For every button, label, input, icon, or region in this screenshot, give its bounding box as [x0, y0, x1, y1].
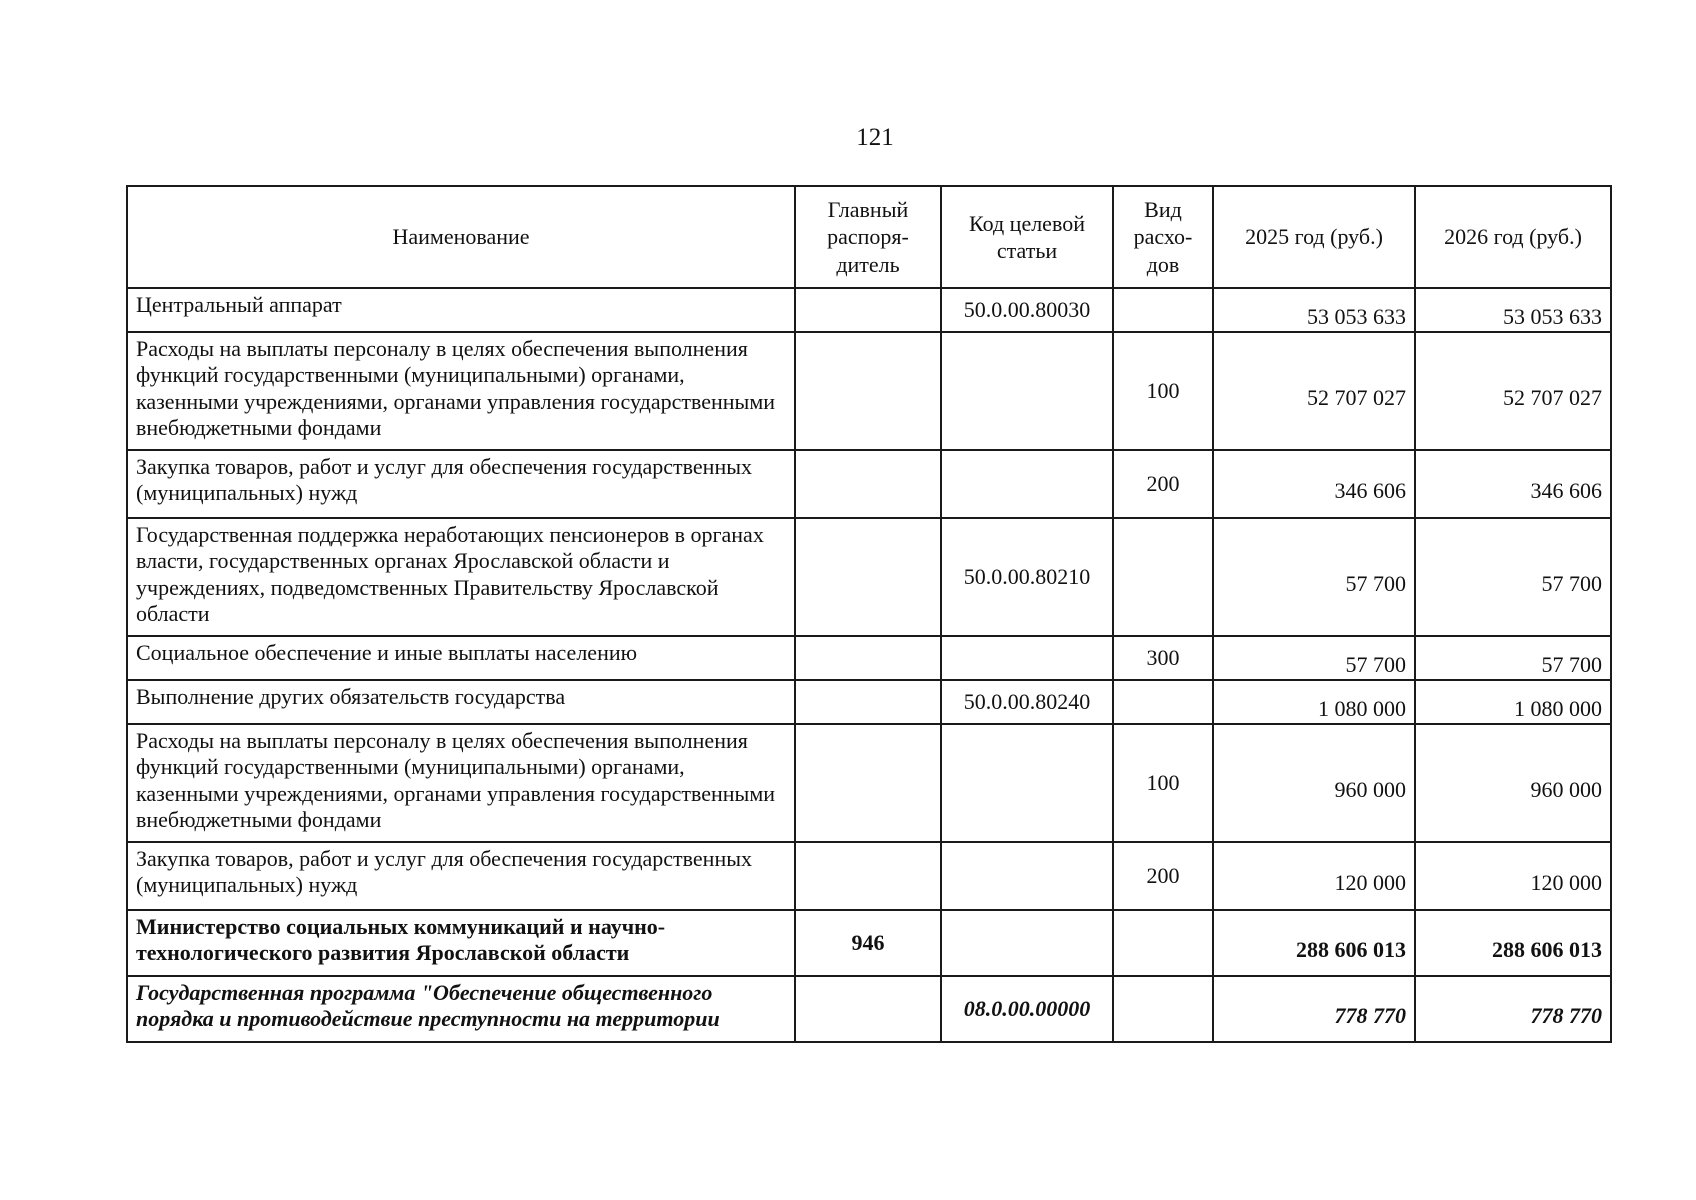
cell-name: Социальное обеспечение и иные выплаты населению [127, 636, 795, 680]
header-2025: 2025 год (руб.) [1213, 186, 1415, 288]
cell-2026: 120 000 [1415, 842, 1611, 910]
cell-code [941, 450, 1113, 518]
cell-manager [795, 976, 941, 1042]
cell-2025: 778 770 [1213, 976, 1415, 1042]
table-header-row [127, 186, 1611, 288]
cell-name: Центральный аппарат [127, 288, 795, 332]
table-row [127, 332, 1611, 450]
header-2026: 2026 год (руб.) [1415, 186, 1611, 288]
cell-name: Расходы на выплаты персоналу в целях обеспечения выполнения функций государственными (муниципальными) органами, казенными учреждениями, органами управления государственными внебюджетными фондами [127, 724, 795, 842]
cell-type: 200 [1113, 842, 1213, 910]
cell-type: 100 [1113, 724, 1213, 842]
cell-type [1113, 680, 1213, 724]
cell-2025: 57 700 [1213, 518, 1415, 636]
cell-2026: 778 770 [1415, 976, 1611, 1042]
cell-manager [795, 332, 941, 450]
cell-type [1113, 910, 1213, 976]
cell-name: Государственная поддержка неработающих пенсионеров в органах власти, государственных органах Ярославской области и учреждениях, подведомственных Правительству Ярославской области [127, 518, 795, 636]
table-row [127, 288, 1611, 332]
cell-type: 300 [1113, 636, 1213, 680]
cell-2026: 1 080 000 [1415, 680, 1611, 724]
cell-manager [795, 518, 941, 636]
cell-2026: 57 700 [1415, 636, 1611, 680]
header-name: Наименование [127, 186, 795, 288]
cell-type [1113, 288, 1213, 332]
cell-manager [795, 724, 941, 842]
cell-2026: 346 606 [1415, 450, 1611, 518]
cell-code [941, 636, 1113, 680]
header-code: Код целевой статьи [941, 186, 1113, 288]
cell-manager [795, 842, 941, 910]
cell-manager [795, 450, 941, 518]
cell-code: 50.0.00.80030 [941, 288, 1113, 332]
cell-2025: 52 707 027 [1213, 332, 1415, 450]
table-body [127, 288, 1611, 1042]
cell-type: 200 [1113, 450, 1213, 518]
page-number: 121 [856, 124, 894, 151]
cell-name: Закупка товаров, работ и услуг для обеспечения государственных (муниципальных) нужд [127, 450, 795, 518]
table-row [127, 680, 1611, 724]
cell-type [1113, 518, 1213, 636]
cell-manager: 946 [795, 910, 941, 976]
cell-type: 100 [1113, 332, 1213, 450]
cell-code: 50.0.00.80210 [941, 518, 1113, 636]
cell-manager [795, 288, 941, 332]
header-manager: Главный распоря-дитель [795, 186, 941, 288]
table-row [127, 724, 1611, 842]
cell-2026: 53 053 633 [1415, 288, 1611, 332]
cell-name: Министерство социальных коммуникаций и научно-технологического развития Ярославской области [127, 910, 795, 976]
cell-code [941, 724, 1113, 842]
cell-2025: 120 000 [1213, 842, 1415, 910]
cell-2026: 960 000 [1415, 724, 1611, 842]
cell-2025: 960 000 [1213, 724, 1415, 842]
budget-table [126, 185, 1612, 1043]
cell-code [941, 910, 1113, 976]
header-type: Вид расхо-дов [1113, 186, 1213, 288]
cell-manager [795, 636, 941, 680]
cell-name: Расходы на выплаты персоналу в целях обеспечения выполнения функций государственными (муниципальными) органами, казенными учреждениями, органами управления государственными внебюджетными фондами [127, 332, 795, 450]
cell-name: Выполнение других обязательств государства [127, 680, 795, 724]
cell-name: Государственная программа "Обеспечение общественного порядка и противодействие преступности на территории [127, 976, 795, 1042]
cell-2025: 346 606 [1213, 450, 1415, 518]
cell-code: 08.0.00.00000 [941, 976, 1113, 1042]
cell-2025: 1 080 000 [1213, 680, 1415, 724]
cell-code: 50.0.00.80240 [941, 680, 1113, 724]
cell-code [941, 332, 1113, 450]
table-row [127, 842, 1611, 910]
table-row [127, 450, 1611, 518]
cell-2026: 52 707 027 [1415, 332, 1611, 450]
cell-name: Закупка товаров, работ и услуг для обеспечения государственных (муниципальных) нужд [127, 842, 795, 910]
table-row [127, 976, 1611, 1042]
cell-2025: 57 700 [1213, 636, 1415, 680]
cell-2025: 53 053 633 [1213, 288, 1415, 332]
cell-2025: 288 606 013 [1213, 910, 1415, 976]
cell-type [1113, 976, 1213, 1042]
table-row [127, 910, 1611, 976]
table-row [127, 518, 1611, 636]
table-row [127, 636, 1611, 680]
cell-2026: 288 606 013 [1415, 910, 1611, 976]
cell-manager [795, 680, 941, 724]
cell-2026: 57 700 [1415, 518, 1611, 636]
cell-code [941, 842, 1113, 910]
